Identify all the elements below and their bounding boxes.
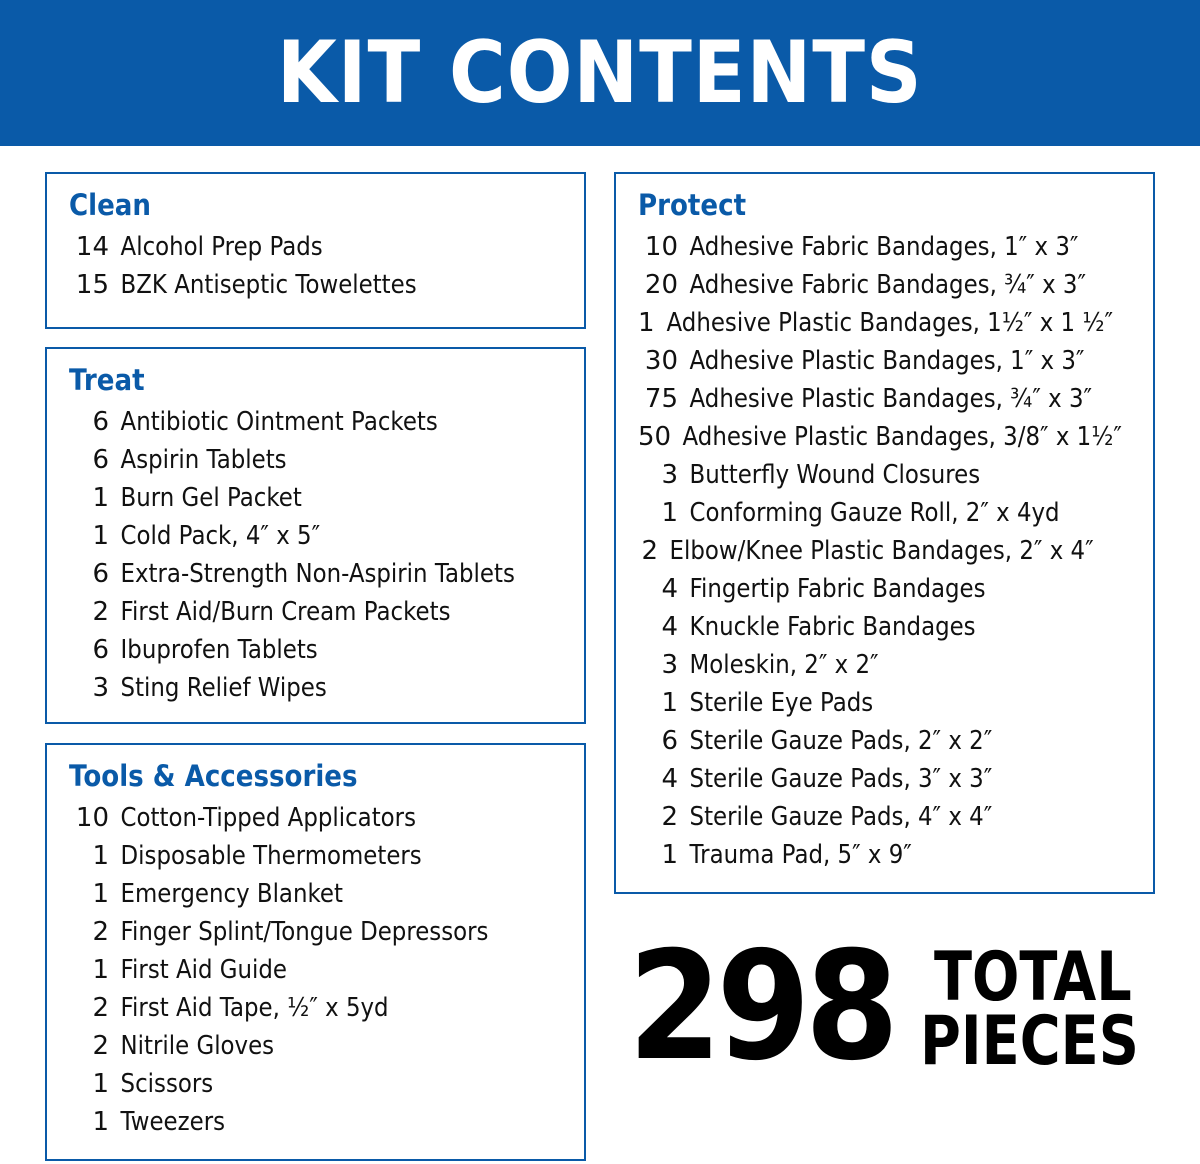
item-quantity: 3 — [92, 673, 109, 703]
list-item — [69, 989, 584, 1027]
item-name: First Aid Guide — [120, 955, 287, 985]
item-quantity: 1 — [661, 840, 678, 870]
list-item — [638, 570, 1153, 608]
item-name: Conforming Gauze Roll, 2″ x 4yd — [689, 498, 1060, 528]
list-item — [638, 380, 1153, 418]
item-name: Finger Splint/Tongue Depressors — [120, 917, 489, 947]
list-item — [69, 951, 584, 989]
list-item — [69, 1103, 584, 1141]
item-quantity: 1 — [92, 879, 109, 909]
item-quantity: 2 — [92, 597, 109, 627]
total-pieces — [628, 922, 1148, 1092]
item-name: Moleskin, 2″ x 2″ — [689, 650, 879, 680]
item-quantity: 3 — [661, 650, 678, 680]
section-tools-accessories — [45, 743, 586, 1161]
item-name: Sterile Gauze Pads, 2″ x 2″ — [689, 726, 993, 756]
item-name: Adhesive Plastic Bandages, 1″ x 3″ — [689, 346, 1085, 376]
list-item — [69, 875, 584, 913]
item-name: Cotton-Tipped Applicators — [120, 803, 416, 833]
item-name: Sting Relief Wipes — [120, 673, 327, 703]
item-name: Aspirin Tablets — [120, 445, 287, 475]
item-name: Emergency Blanket — [120, 879, 343, 909]
list-item — [69, 1027, 584, 1065]
list-item — [638, 228, 1153, 266]
total-label-line1: TOTAL — [934, 938, 1132, 1017]
item-quantity: 4 — [661, 612, 678, 642]
item-quantity: 50 — [638, 422, 672, 452]
list-item — [638, 684, 1153, 722]
section-title: Tools & Accessories — [69, 759, 358, 793]
list-item — [69, 228, 584, 266]
list-item — [69, 669, 584, 707]
item-quantity: 2 — [661, 802, 678, 832]
item-quantity: 30 — [644, 346, 678, 376]
list-item — [69, 555, 584, 593]
item-quantity: 1 — [92, 1107, 109, 1137]
item-quantity: 6 — [661, 726, 678, 756]
list-item — [638, 532, 1153, 570]
item-name: BZK Antiseptic Towelettes — [120, 270, 417, 300]
list-item — [638, 456, 1153, 494]
item-quantity: 1 — [92, 955, 109, 985]
item-name: Adhesive Plastic Bandages, 1½″ x 1 ½″ — [666, 308, 1113, 338]
list-item — [69, 631, 584, 669]
list-item — [69, 517, 584, 555]
item-name: Antibiotic Ointment Packets — [120, 407, 438, 437]
list-item — [638, 494, 1153, 532]
list-item — [69, 913, 584, 951]
item-name: Tweezers — [120, 1107, 226, 1137]
item-quantity: 20 — [644, 270, 678, 300]
total-number: 298 — [628, 920, 894, 1094]
item-quantity: 1 — [92, 483, 109, 513]
section-title: Protect — [638, 188, 747, 222]
item-quantity: 2 — [92, 917, 109, 947]
item-quantity: 3 — [661, 460, 678, 490]
list-item — [69, 403, 584, 441]
item-quantity: 1 — [661, 688, 678, 718]
section-title: Clean — [69, 188, 151, 222]
total-label-line2: PIECES — [920, 1002, 1139, 1081]
item-quantity: 1 — [661, 498, 678, 528]
item-quantity: 14 — [75, 232, 109, 262]
list-item — [69, 799, 584, 837]
list-item — [69, 837, 584, 875]
item-name: Knuckle Fabric Bandages — [689, 612, 976, 642]
list-item — [638, 646, 1153, 684]
list-item — [69, 593, 584, 631]
item-name: Extra-Strength Non-Aspirin Tablets — [120, 559, 515, 589]
item-quantity: 6 — [92, 407, 109, 437]
item-name: Butterfly Wound Closures — [689, 460, 981, 490]
list-item — [638, 760, 1153, 798]
item-quantity: 1 — [92, 521, 109, 551]
item-quantity: 4 — [661, 764, 678, 794]
item-name: Nitrile Gloves — [120, 1031, 275, 1061]
item-list — [638, 228, 1153, 874]
list-item — [69, 441, 584, 479]
item-name: Sterile Eye Pads — [689, 688, 874, 718]
list-item — [69, 1065, 584, 1103]
item-quantity: 1 — [92, 1069, 109, 1099]
header-banner — [0, 0, 1200, 146]
page-title: KIT CONTENTS — [277, 23, 923, 123]
section-clean — [45, 172, 586, 329]
list-item — [638, 722, 1153, 760]
item-list — [69, 799, 584, 1141]
list-item — [69, 266, 584, 304]
item-name: Sterile Gauze Pads, 3″ x 3″ — [689, 764, 993, 794]
item-quantity: 75 — [644, 384, 678, 414]
item-quantity: 6 — [92, 635, 109, 665]
item-quantity: 2 — [641, 536, 659, 566]
item-quantity: 1 — [638, 308, 655, 338]
item-list — [69, 228, 584, 304]
item-list — [69, 403, 584, 707]
item-quantity: 2 — [92, 1031, 109, 1061]
list-item — [638, 798, 1153, 836]
item-name: First Aid Tape, ½″ x 5yd — [120, 993, 389, 1023]
item-name: Fingertip Fabric Bandages — [689, 574, 986, 604]
list-item — [638, 342, 1153, 380]
item-name: Burn Gel Packet — [120, 483, 302, 513]
item-quantity: 1 — [92, 841, 109, 871]
item-quantity: 6 — [92, 559, 109, 589]
item-name: First Aid/Burn Cream Packets — [120, 597, 451, 627]
item-name: Adhesive Fabric Bandages, 1″ x 3″ — [689, 232, 1079, 262]
item-name: Trauma Pad, 5″ x 9″ — [689, 840, 912, 870]
list-item — [638, 266, 1153, 304]
item-name: Cold Pack, 4″ x 5″ — [120, 521, 321, 551]
item-name: Alcohol Prep Pads — [120, 232, 323, 262]
item-quantity: 2 — [92, 993, 109, 1023]
item-quantity: 10 — [644, 232, 678, 262]
list-item — [638, 608, 1153, 646]
item-quantity: 10 — [75, 803, 109, 833]
item-name: Elbow/Knee Plastic Bandages, 2″ x 4″ — [669, 536, 1094, 566]
item-name: Ibuprofen Tablets — [120, 635, 318, 665]
list-item — [69, 479, 584, 517]
item-name: Adhesive Plastic Bandages, ¾″ x 3″ — [689, 384, 1093, 414]
item-name: Disposable Thermometers — [120, 841, 422, 871]
item-quantity: 4 — [661, 574, 678, 604]
list-item — [638, 418, 1153, 456]
item-name: Adhesive Plastic Bandages, 3/8″ x 1½″ — [682, 422, 1123, 452]
item-quantity: 6 — [92, 445, 109, 475]
list-item — [638, 304, 1153, 342]
item-name: Sterile Gauze Pads, 4″ x 4″ — [689, 802, 993, 832]
section-title: Treat — [69, 363, 145, 397]
section-protect — [614, 172, 1155, 894]
item-name: Scissors — [120, 1069, 214, 1099]
section-treat — [45, 347, 586, 724]
list-item — [638, 836, 1153, 874]
item-name: Adhesive Fabric Bandages, ¾″ x 3″ — [689, 270, 1087, 300]
item-quantity: 15 — [75, 270, 109, 300]
